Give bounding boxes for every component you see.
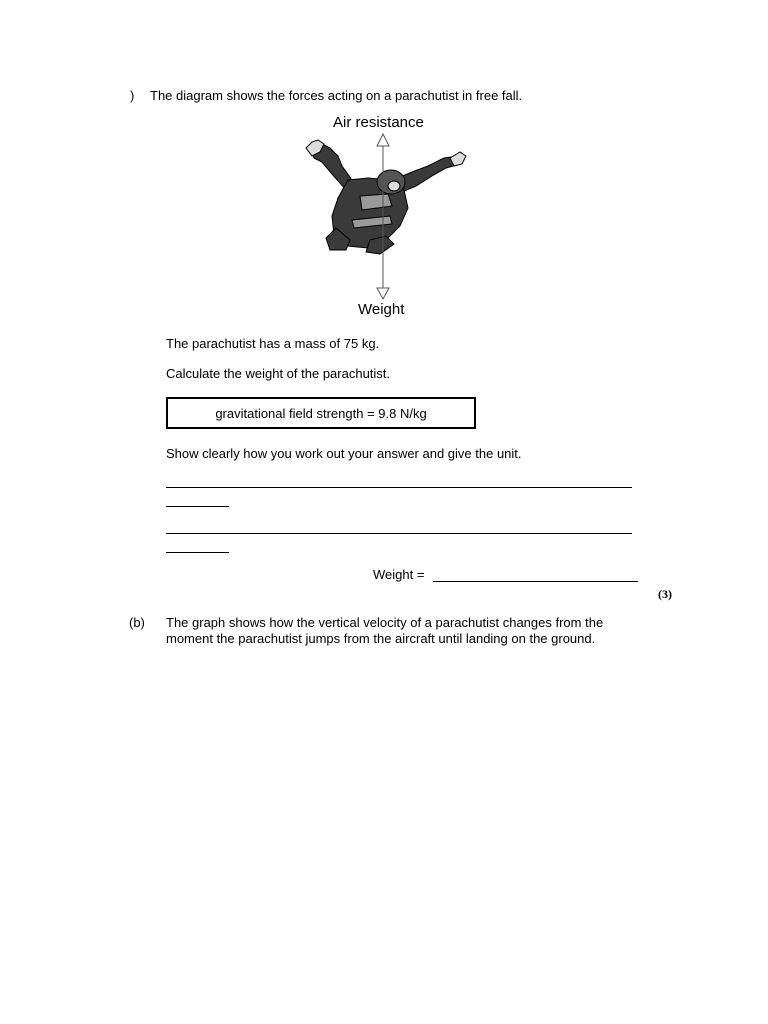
weight-answer-label: Weight = — [373, 567, 425, 582]
parachutist-illustration — [290, 110, 480, 325]
weight-label: Weight — [358, 301, 405, 318]
marks-indicator: (3) — [658, 587, 672, 601]
weight-arrowhead — [377, 288, 389, 299]
parachutist-figure — [306, 140, 466, 254]
gravitational-field-strength-box — [166, 397, 476, 429]
working-line-2[interactable] — [166, 533, 632, 534]
show-working-instruction: Show clearly how you work out your answer and give the unit. — [166, 446, 522, 461]
working-line-1[interactable] — [166, 487, 632, 488]
weight-answer-line[interactable] — [433, 581, 638, 582]
working-line-2-continuation[interactable] — [166, 552, 229, 553]
air-resistance-arrowhead — [377, 134, 389, 146]
question-b-text: The graph shows how the vertical velocity of a parachutist changes from the moment the parachutist jumps from the aircraft until landing on the ground. — [166, 615, 604, 646]
gravitational-field-strength-text: gravitational field strength = 9.8 N/kg — [215, 405, 427, 421]
working-line-1-continuation[interactable] — [166, 506, 229, 507]
question-a-intro: The diagram shows the forces acting on a parachutist in free fall. — [150, 88, 523, 103]
question-a-label: ) — [130, 88, 135, 103]
air-resistance-label: Air resistance — [333, 114, 424, 131]
calculate-instruction: Calculate the weight of the parachutist. — [166, 366, 391, 381]
question-b-label: (b) — [129, 615, 145, 630]
mass-statement: The parachutist has a mass of 75 kg. — [166, 336, 380, 351]
force-diagram — [290, 110, 480, 325]
